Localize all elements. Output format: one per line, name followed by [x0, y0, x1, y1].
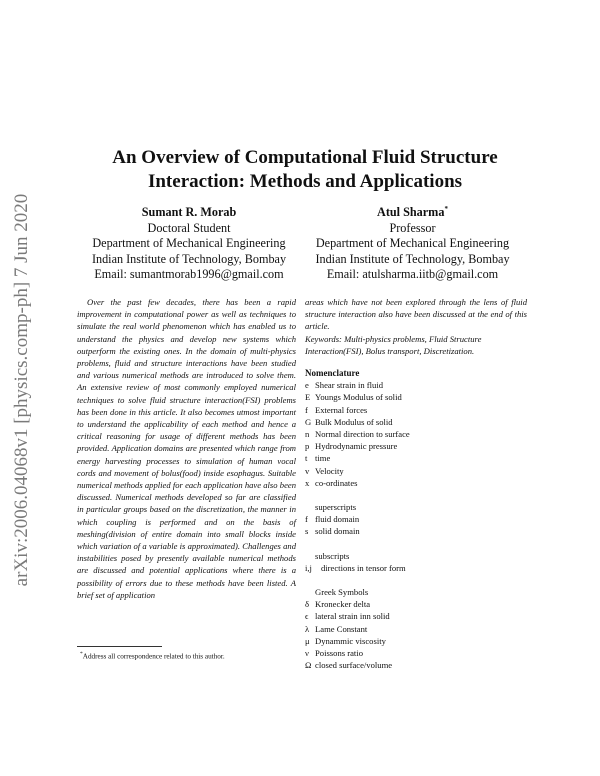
- nomenclature-row: e Shear strain in fluid: [305, 380, 384, 391]
- author-block-2: [300, 202, 525, 283]
- footnote: *Address all correspondence related to this author.: [80, 651, 225, 661]
- author-institute: Indian Institute of Technology, Bombay: [315, 251, 510, 266]
- greek-symbols-heading: Greek Symbols: [315, 587, 369, 598]
- nomenclature-row: n Normal direction to surface: [305, 429, 410, 440]
- nomenclature-row: f fluid domain: [305, 514, 360, 525]
- keywords: Keywords: Multi-physics problems, Fluid Structure Interaction(FSI), Bolus transport, Discretization.: [305, 333, 482, 356]
- arxiv-identifier: [12, 180, 32, 600]
- nomenclature-row: E Youngs Modulus of solid: [305, 392, 402, 403]
- footnote-divider: [77, 646, 162, 647]
- abstract: [77, 296, 296, 601]
- right-column: [305, 296, 527, 671]
- author-department: Department of Mechanical Engineering: [92, 236, 286, 251]
- subscripts-heading: subscripts: [315, 550, 350, 561]
- author-department: Department of Mechanical Engineering: [315, 236, 510, 251]
- nomenclature-row: t time: [305, 453, 331, 464]
- paper-title: [90, 146, 520, 194]
- author-role: Professor: [389, 220, 436, 235]
- nomenclature-row: x co-ordinates: [305, 477, 358, 488]
- author-institute: Indian Institute of Technology, Bombay: [91, 251, 287, 266]
- nomenclature-row: G Bulk Modulus of solid: [305, 416, 393, 427]
- nomenclature-row: ν Poissons ratio: [305, 648, 363, 659]
- nomenclature-list: [305, 379, 527, 489]
- nomenclature-row: δ Kronecker delta: [305, 599, 371, 610]
- author-email: Email: sumantmorab1996@gmail.com: [94, 267, 284, 282]
- nomenclature-row: i,j directions in tensor form: [305, 562, 406, 573]
- title-line-1: An Overview of Computational Fluid Structure: [112, 147, 498, 168]
- arxiv-identifier-text: arXiv:2006.04068v1 [physics.comp-ph] 7 Jun 2020: [11, 193, 32, 587]
- superscripts-heading: superscripts: [315, 502, 357, 513]
- nomenclature-row: s solid domain: [305, 526, 360, 537]
- author-name: Atul Sharma*: [377, 205, 448, 220]
- author-email: Email: atulsharma.iitb@gmail.com: [326, 267, 499, 282]
- nomenclature-row: μ Dynammic viscosity: [305, 635, 386, 646]
- nomenclature-row: f External forces: [305, 404, 368, 415]
- author-name: Sumant R. Morab: [141, 205, 237, 220]
- nomenclature-row: p Hydrodynamic pressure: [305, 441, 398, 452]
- nomenclature-row: λ Lame Constant: [305, 623, 368, 634]
- nomenclature-heading: Nomenclature: [305, 368, 360, 379]
- author-block-1: [74, 202, 304, 283]
- author-role: Doctoral Student: [147, 220, 231, 235]
- abstract-text: Over the past few decades, there has been a rapid improvement in computational power as well as techniques to simulate the real world phenomenon which has enabled us to understand the physics and develop new systems which outperform the existing ones. In the domain of multi-physics problems, fluid and structure interactions have been studied and various numerical methods are introduced to solve them. An extensive review of most commonly employed numerical techniques to solve fluid structure interaction(FSI) problems has been done in this article. It also becomes utmost important to understand the applicability of each method and hence a critical reasoning for usage of different methods has been provided. Application domains are presented which range from energy harvesting processes to simulation of human vocal cords and movement of bolus(food) inside esophagus. Suitable numerical methods applied for each application have also been discussed. Numerical methods developed so far are classified in particular groups based on the discretization, the manner in which coupling is performed and on the basis of meshing(division of entire domain into small blocks inside which variation of a variable is approximated). Challenges and instabilities posed by presently available numerical methods are discussed and potential applications where there is a possibility of errors due to these methods have been listed. A brief set of application: [77, 297, 296, 600]
- nomenclature-row: Ω closed surface/volume: [305, 660, 393, 671]
- nomenclature-row: ϵ lateral strain inn solid: [305, 611, 390, 622]
- abstract-continued: areas which have not been explored through the lens of fluid structure interaction also have been discussed at the end of this article.: [305, 297, 527, 332]
- nomenclature-row: v Velocity: [305, 465, 344, 476]
- title-line-2: Interaction: Methods and Applications: [147, 171, 463, 192]
